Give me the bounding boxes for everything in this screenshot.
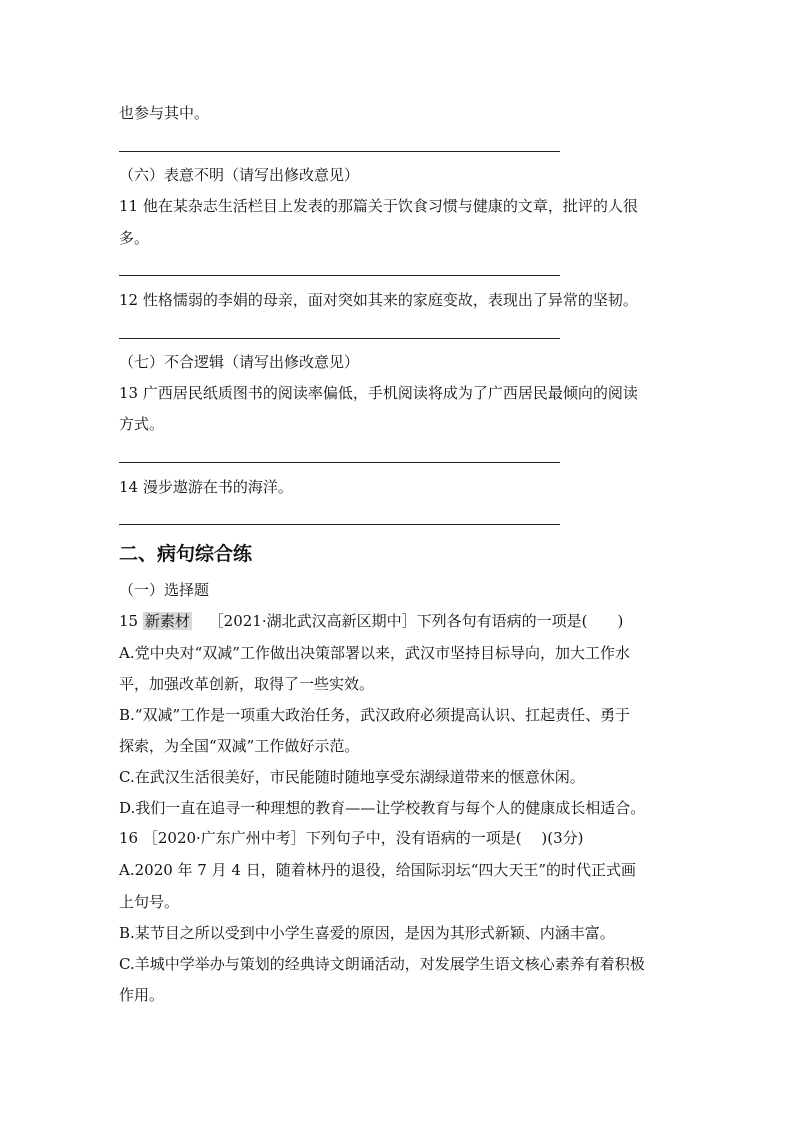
q11-line1: 11 他在某杂志生活栏目上发表的那篇关于饮食习惯与健康的文章，批评的人很 — [119, 197, 638, 215]
prev-question-tail: 也参与其中。 — [119, 104, 210, 122]
q15-number: 15 — [119, 612, 139, 630]
q16-option-c-line2: 作用。 — [119, 986, 165, 1004]
q15-stem-text: ［2021·湖北武汉高新区期中］下列各句有语病的一项是( ) — [208, 612, 624, 630]
answer-line — [119, 462, 560, 463]
q16-option-a-line2: 上句号。 — [119, 893, 180, 911]
new-material-tag: 新素材 — [144, 612, 190, 630]
section2-heading: 二、病句综合练 — [119, 543, 253, 565]
q16-option-a-line1: A.2020 年 7 月 4 日，随着林丹的退役，给国际羽坛“四大天王”的时代正式画 — [119, 861, 637, 879]
answer-line — [119, 275, 560, 276]
answer-line — [119, 151, 560, 152]
answer-line — [119, 524, 560, 525]
q15-option-c: C.在武汉生活很美好，市民能随时随地享受东湖绿道带来的惬意休闲。 — [119, 768, 585, 786]
part7-title: （七）不合逻辑（请写出修改意见） — [119, 353, 360, 371]
q15-option-d: D.我们一直在追寻一种理想的教育——让学校教育与每个人的健康成长相适合。 — [119, 799, 646, 817]
q14: 14 漫步遨游在书的海洋。 — [119, 478, 293, 496]
section2-subheading: （一）选择题 — [119, 581, 210, 599]
q13-line2: 方式。 — [119, 415, 165, 433]
q16-option-b: B.某节目之所以受到中小学生喜爱的原因，是因为其形式新颖、内涵丰富。 — [119, 924, 615, 942]
q12: 12 性格懦弱的李娟的母亲，面对突如其来的家庭变故，表现出了异常的坚韧。 — [119, 291, 638, 309]
q11-line2: 多。 — [119, 229, 150, 247]
q15-option-a-line1: A.党中央对“双减”工作做出决策部署以来，武汉市坚持目标导向，加大工作水 — [119, 644, 630, 662]
part6-title: （六）表意不明（请写出修改意见） — [119, 166, 360, 184]
q15-option-b-line1: B.“双减”工作是一项重大政治任务，武汉政府必须提高认识、扛起责任、勇于 — [119, 706, 631, 724]
q15-option-a-line2: 平，加强改革创新，取得了一些实效。 — [119, 675, 375, 693]
q15-stem — [119, 611, 623, 631]
answer-line — [119, 338, 560, 339]
q16-option-c-line1: C.羊城中学举办与策划的经典诗文朗诵活动，对发展学生语文核心素养有着积极 — [119, 955, 645, 973]
q13-line1: 13 广西居民纸质图书的阅读率偏低，手机阅读将成为了广西居民最倾向的阅读 — [119, 384, 638, 402]
q16-stem: 16 ［2020·广东广州中考］下列句子中，没有语病的一项是( )(3分) — [119, 829, 584, 847]
q15-option-b-line2: 探索，为全国“双减”工作做好示范。 — [119, 737, 360, 755]
